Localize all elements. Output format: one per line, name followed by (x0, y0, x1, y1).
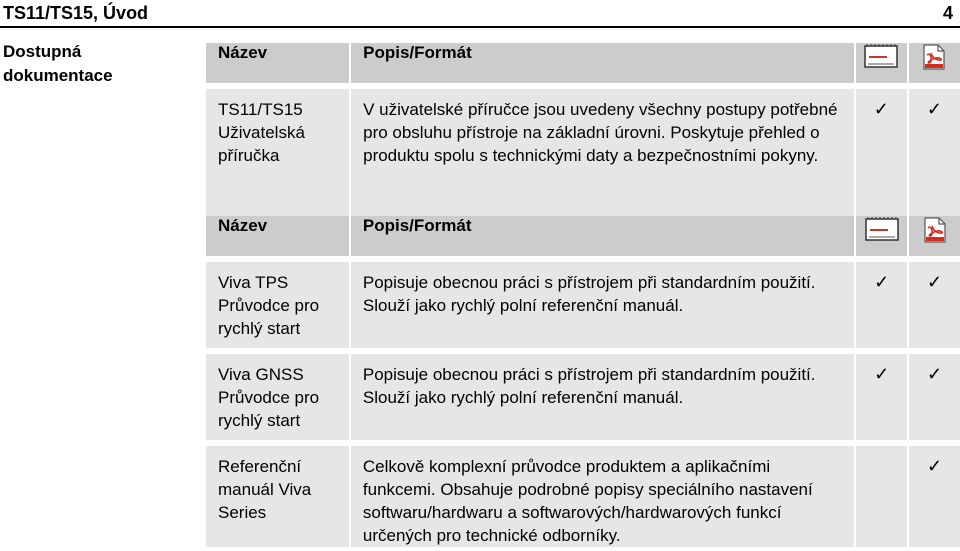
table-header-row (206, 216, 960, 256)
printed-manual-icon (863, 43, 899, 74)
pdf-check: ✓ (927, 364, 943, 384)
printed-manual-icon (864, 216, 900, 247)
table-row (206, 354, 960, 440)
page-header (0, 0, 960, 28)
print-check: ✓ (873, 99, 889, 119)
doc-description: Popisuje obecnou práci s přístrojem při standardním použití. Slouží jako rychlý polní referenční manuál. (362, 273, 816, 315)
doc-name: Referenční manuál Viva Series (218, 457, 312, 522)
doc-description: Popisuje obecnou práci s přístrojem při standardním použití. Slouží jako rychlý polní referenční manuál. (362, 365, 816, 407)
chapter-title: TS11/TS15, Úvod (3, 3, 149, 23)
pdf-check: ✓ (927, 456, 943, 476)
table-row (206, 446, 960, 547)
doc-name: Viva TPS Průvodce pro rychlý start (218, 273, 320, 338)
table-row (206, 262, 960, 348)
pdf-check: ✓ (927, 272, 943, 292)
header-description: Popis/Formát (363, 43, 472, 62)
pdf-check: ✓ (926, 99, 942, 119)
print-check: ✓ (874, 272, 890, 292)
page-number: 4 (942, 3, 953, 23)
documentation-table-2 (206, 216, 960, 547)
print-check: ✓ (874, 364, 890, 384)
documentation-table-1 (206, 43, 960, 243)
section-title: Dostupná dokumentace (3, 42, 113, 85)
print-check (856, 446, 907, 455)
header-name: Název (218, 43, 268, 62)
doc-description: Celkově komplexní průvodce produktem a aplikačními funkcemi. Obsahuje podrobné popisy speciálního nastavení softwaru/hardwaru a softwarových/hardwarových funkcí určených pro technické odborníky. (362, 457, 813, 545)
doc-name: TS11/TS15 Uživatelská příručka (218, 100, 305, 165)
pdf-icon (921, 43, 947, 76)
table-header-row (206, 43, 960, 83)
header-description: Popis/Formát (362, 216, 472, 235)
pdf-icon (922, 216, 948, 249)
doc-name: Viva GNSS Průvodce pro rychlý start (218, 365, 320, 430)
doc-description: V uživatelské příručce jsou uvedeny všechny postupy potřebné pro obsluhu přístroje na základní úrovni. Poskytuje přehled o produktu spolu s technickými daty a bezpečnostními pokyny. (363, 100, 838, 165)
header-name: Název (218, 216, 268, 235)
